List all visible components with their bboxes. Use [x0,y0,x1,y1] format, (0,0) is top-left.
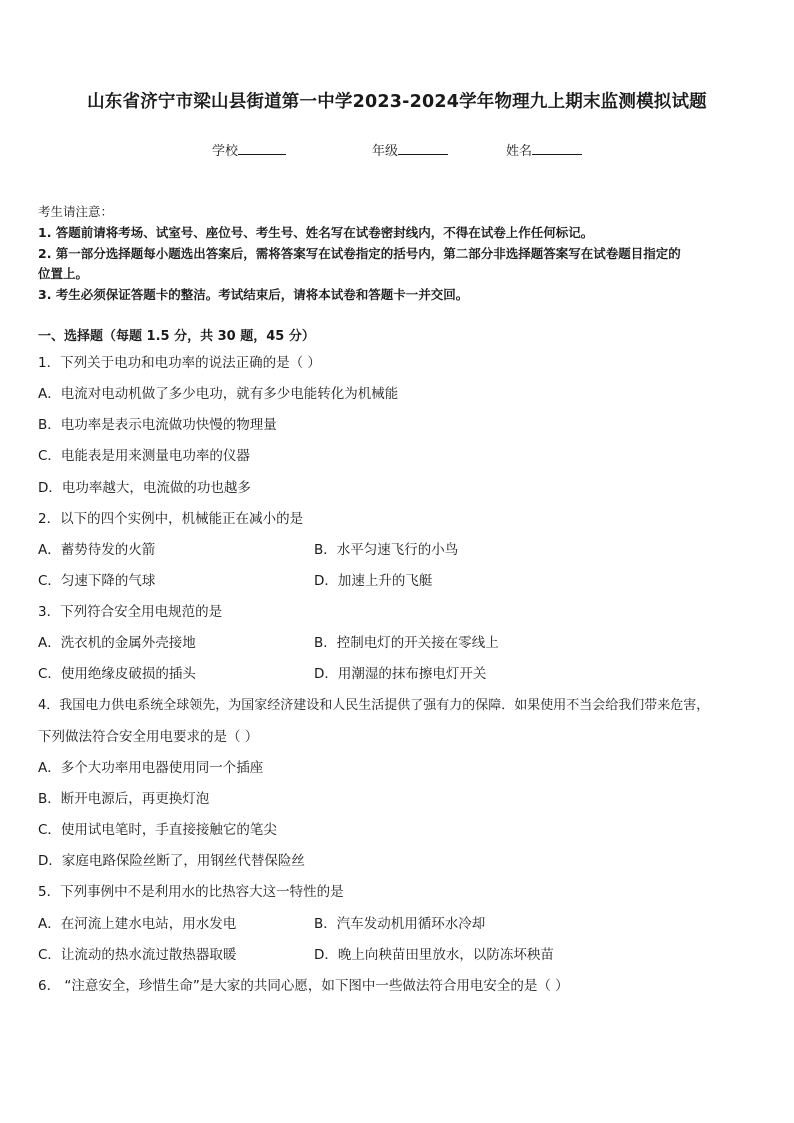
name-blank[interactable] [532,154,582,155]
school-field [212,140,286,159]
name-label: 姓名 [506,144,533,159]
question-1-stem: 1．下列关于电功和电功率的说法正确的是（ ） [38,355,321,371]
question-5-stem: 5．下列事例中不是利用水的比热容大这一特性的是 [38,884,344,900]
q4-option-a: A．多个大功率用电器使用同一个插座 [38,760,264,776]
q5-option-a: A．在河流上建水电站，用水发电 [38,916,237,932]
school-label: 学校 [212,144,239,159]
page-title: 山东省济宁市梁山县街道第一中学2023-2024学年物理九上期末监测模拟试题 [87,92,707,112]
q3-option-d: D．用潮湿的抹布擦电灯开关 [314,666,487,682]
q5-option-d: D．晚上向秧苗田里放水，以防冻坏秧苗 [314,947,554,963]
q2-option-a: A．蓄势待发的火箭 [38,542,156,558]
q4-option-b: B．断开电源后，再更换灯泡 [38,791,210,807]
question-6-stem: 6． “注意安全，珍惜生命”是大家的共同心愿，如下图中一些做法符合用电安全的是（ ） [38,978,569,994]
section-heading: 一、选择题（每题 1.5 分，共 30 题，45 分） [38,329,315,344]
question-4-stem-continued: 下列做法符合安全用电要求的是（ ） [38,729,259,745]
notice-item: 2. 第一部分选择题每小题选出答案后，需将答案写在试卷指定的括号内，第二部分非选择题答案写在试卷题目指定的 [38,246,681,261]
q1-option-b: B．电功率是表示电流做功快慢的物理量 [38,417,277,433]
notice-heading: 考生请注意： [38,204,114,219]
q3-option-a: A．洗衣机的金属外壳接地 [38,635,196,651]
q1-option-d: D．电功率越大，电流做的功也越多 [38,480,251,496]
notice-item: 3. 考生必须保证答题卡的整洁。考试结束后，请将本试卷和答题卡一并交回。 [38,287,469,302]
q1-option-a: A．电流对电动机做了多少电功，就有多少电能转化为机械能 [38,386,399,402]
question-4-stem: 4．我国电力供电系统全球领先，为国家经济建设和人民生活提供了强有力的保障．如果使用不当会给我们带来危害， [38,698,710,713]
q1-option-c: C．电能表是用来测量电功率的仪器 [38,448,250,464]
grade-blank[interactable] [398,154,448,155]
q5-option-c: C．让流动的热水流过散热器取暖 [38,947,237,963]
q4-option-d: D．家庭电路保险丝断了，用钢丝代替保险丝 [38,853,305,869]
school-blank[interactable] [238,154,286,155]
grade-label: 年级 [372,144,399,159]
q2-option-b: B．水平匀速飞行的小鸟 [314,542,459,558]
q4-option-c: C．使用试电笔时，手直接接触它的笔尖 [38,822,277,838]
q2-option-d: D．加速上升的飞艇 [314,573,433,589]
q2-option-c: C．匀速下降的气球 [38,573,156,589]
notice-item: 位置上。 [38,266,89,281]
name-field [506,140,582,159]
grade-field [372,140,448,159]
notice-item: 1. 答题前请将考场、试室号、座位号、考生号、姓名写在试卷密封线内，不得在试卷上作任何标记。 [38,225,594,240]
q3-option-c: C．使用绝缘皮破损的插头 [38,666,196,682]
q5-option-b: B．汽车发动机用循环水冷却 [314,916,486,932]
q3-option-b: B．控制电灯的开关接在零线上 [314,635,499,651]
question-3-stem: 3．下列符合安全用电规范的是 [38,604,223,620]
question-2-stem: 2．以下的四个实例中，机械能正在减小的是 [38,511,304,527]
